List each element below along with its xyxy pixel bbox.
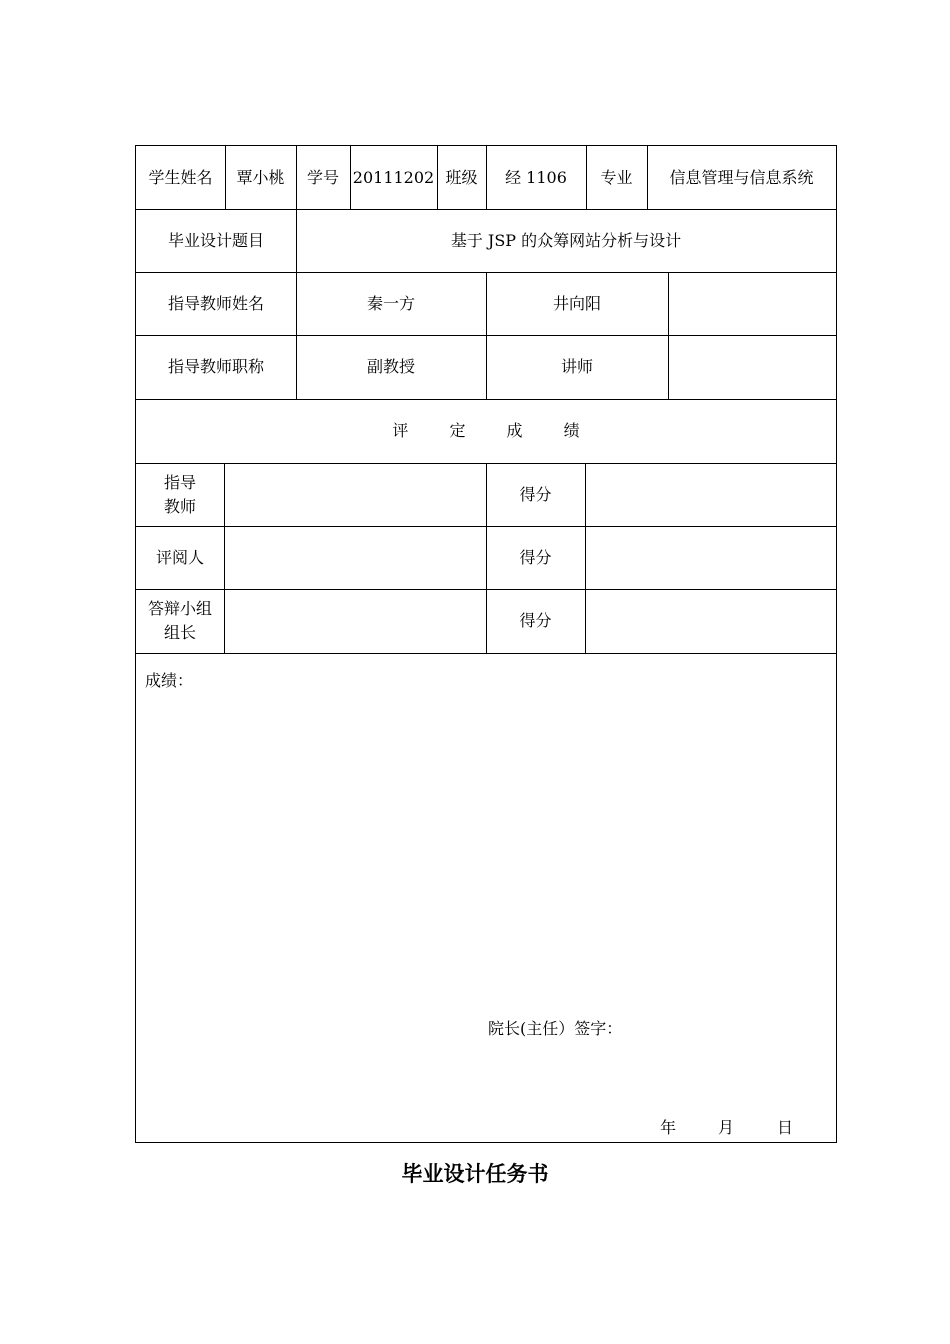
student-id-label: 学号 <box>306 167 339 187</box>
date-month-label: 月 <box>718 1118 735 1137</box>
advisor-name-2: 井向阳 <box>552 293 601 313</box>
final-grade-label: 成绩： <box>145 671 194 690</box>
class-label: 班级 <box>445 167 478 187</box>
grading-role-line: 答辩小组 <box>147 599 212 618</box>
student-id-value: 20111202 <box>352 167 435 187</box>
advisor-title-3 <box>668 335 836 399</box>
score-label: 得分 <box>519 484 552 504</box>
grading-role-line: 组长 <box>163 623 196 642</box>
advisor-name-label: 指导教师姓名 <box>167 293 264 313</box>
score-label: 得分 <box>519 611 552 630</box>
advisor-title-1: 副教授 <box>366 357 415 376</box>
date-day-label: 日 <box>777 1118 794 1137</box>
advisor-title-2: 讲师 <box>560 357 593 376</box>
dean-signature-label: 院长(主任）签字： <box>488 1019 623 1038</box>
student-name-value: 覃小桃 <box>236 167 285 187</box>
column-divider <box>585 463 586 653</box>
grading-role-defense-leader <box>136 589 224 653</box>
grading-role-reviewer <box>136 526 224 589</box>
row-divider <box>135 653 837 654</box>
topic-value: 基于 JSP 的众筹网站分析与设计 <box>450 230 682 250</box>
major-label: 专业 <box>600 167 633 187</box>
grading-header: 评 定 成 绩 <box>392 421 598 440</box>
document-caption: 毕业设计任务书 <box>401 1162 549 1186</box>
score-label: 得分 <box>519 547 552 567</box>
advisor-title-label: 指导教师职称 <box>167 357 264 376</box>
date-year-label: 年 <box>660 1118 677 1137</box>
major-value: 信息管理与信息系统 <box>669 167 814 187</box>
column-divider <box>224 463 225 653</box>
grading-role-line: 评阅人 <box>155 547 204 567</box>
advisor-name-3 <box>668 272 836 335</box>
grading-role-line: 教师 <box>163 496 196 516</box>
grading-role-advisor <box>136 463 224 526</box>
topic-label: 毕业设计题目 <box>167 230 264 250</box>
grading-role-line: 指导 <box>163 472 196 492</box>
student-name-label: 学生姓名 <box>148 167 213 187</box>
class-value: 经 1106 <box>505 167 567 187</box>
advisor-name-1: 秦一方 <box>366 293 415 313</box>
